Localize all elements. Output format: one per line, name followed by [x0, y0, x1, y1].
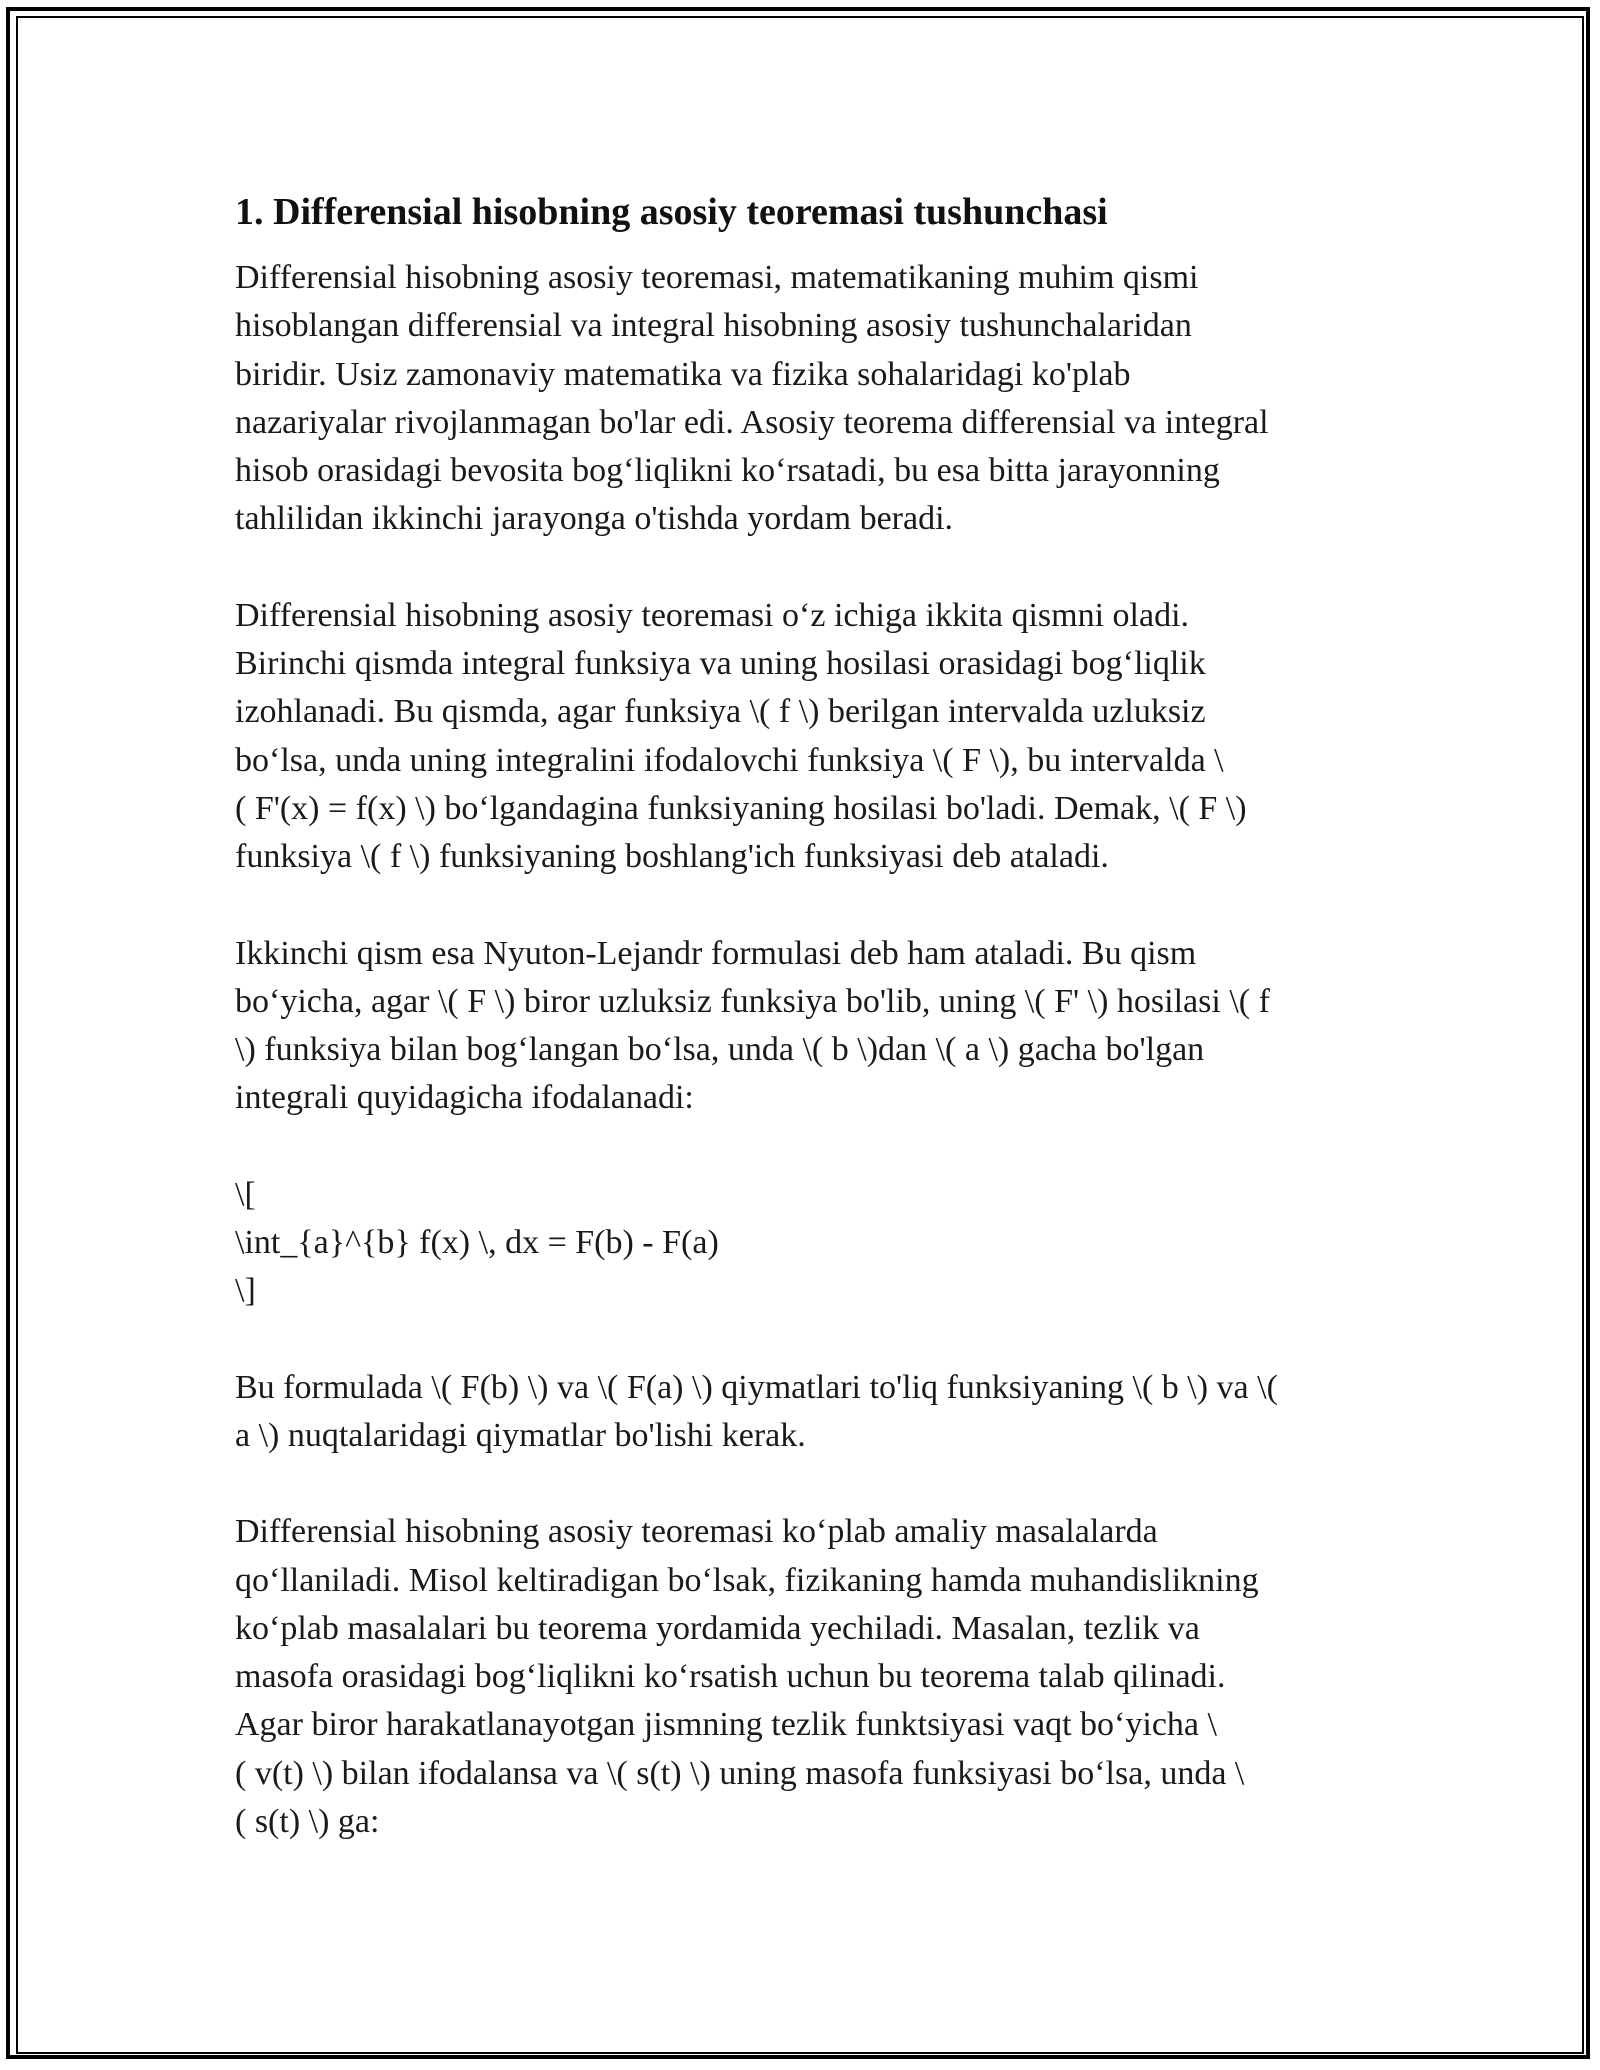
paragraph-applications: Differensial hisobning asosiy teoremasi ko‘plab amaliy masalalarda qo‘llaniladi. Misol keltiradigan bo‘lsak, fizikaning hamda muhandislikning ko‘plab masalalari bu teorema yordamida yechiladi. Masalan, tezlik va masofa orasidagi bog‘liqlikni ko‘rsatish uchun bu teorema talab qilinadi. Agar biror harakatlanayotgan jismning tezlik funktsiyasi vaqt bo‘yicha \ ( v(t) \) bilan ifodalansa va \( s(t) \) uning masofa funksiyasi bo‘lsa, unda \ ( s(t) \) ga:: [235, 1513, 1259, 1841]
document-body: [235, 186, 1365, 1894]
formula-block: \[ \int_{a}^{b} f(x) \, dx = F(b) - F(a) \]: [235, 1175, 719, 1310]
paragraph-theorem-parts: Differensial hisobning asosiy teoremasi o‘z ichiga ikkita qismni oladi. Birinchi qismda integral funksiya va uning hosilasi orasidagi bog‘liqlik izohlanadi. Bu qismda, agar funksiya \( f \) berilgan intervalda uzluksiz bo‘lsa, unda uning integralini ifodalovchi funksiya \( F \), bu intervalda \ ( F'(x) = f(x) \) bo‘lgandagina funksiyaning hosilasi bo'ladi. Demak, \( F \) funksiya \( f \) funksiyaning boshlang'ich funksiyasi deb ataladi.: [235, 596, 1247, 876]
section-heading: 1. Differensial hisobning asosiy teoremasi tushunchasi: [235, 191, 1108, 233]
paragraph-intro: Differensial hisobning asosiy teoremasi, matematikaning muhim qismi hisoblangan differensial va integral hisobning asosiy tushunchalaridan biridir. Usiz zamonaviy matematika va fizika sohalaridagi ko'plab nazariyalar rivojlanmagan bo'lar edi. Asosiy teorema differensial va integral hisob orasidagi bevosita bog‘liqlikni ko‘rsatadi, bu esa bitta jarayonning tahlilidan ikkinchi jarayonga o'tishda yordam beradi.: [235, 259, 1269, 538]
paragraph-second-part: Ikkinchi qism esa Nyuton-Lejandr formulasi deb ham ataladi. Bu qism bo‘yicha, agar \( F \) biror uzluksiz funksiya bo'lib, uning \( F' \) hosilasi \( f \) funksiya bilan bog‘langan bo‘lsa, unda \( b \)dan \( a \) gacha bo'lgan integrali quyidagicha ifodalanadi:: [235, 934, 1270, 1117]
paragraph-formula-explanation: Bu formulada \( F(b) \) va \( F(a) \) qiymatlari to'liq funksiyaning \( b \) va \( a \) nuqtalaridagi qiymatlar bo'lishi kerak.: [235, 1368, 1278, 1454]
